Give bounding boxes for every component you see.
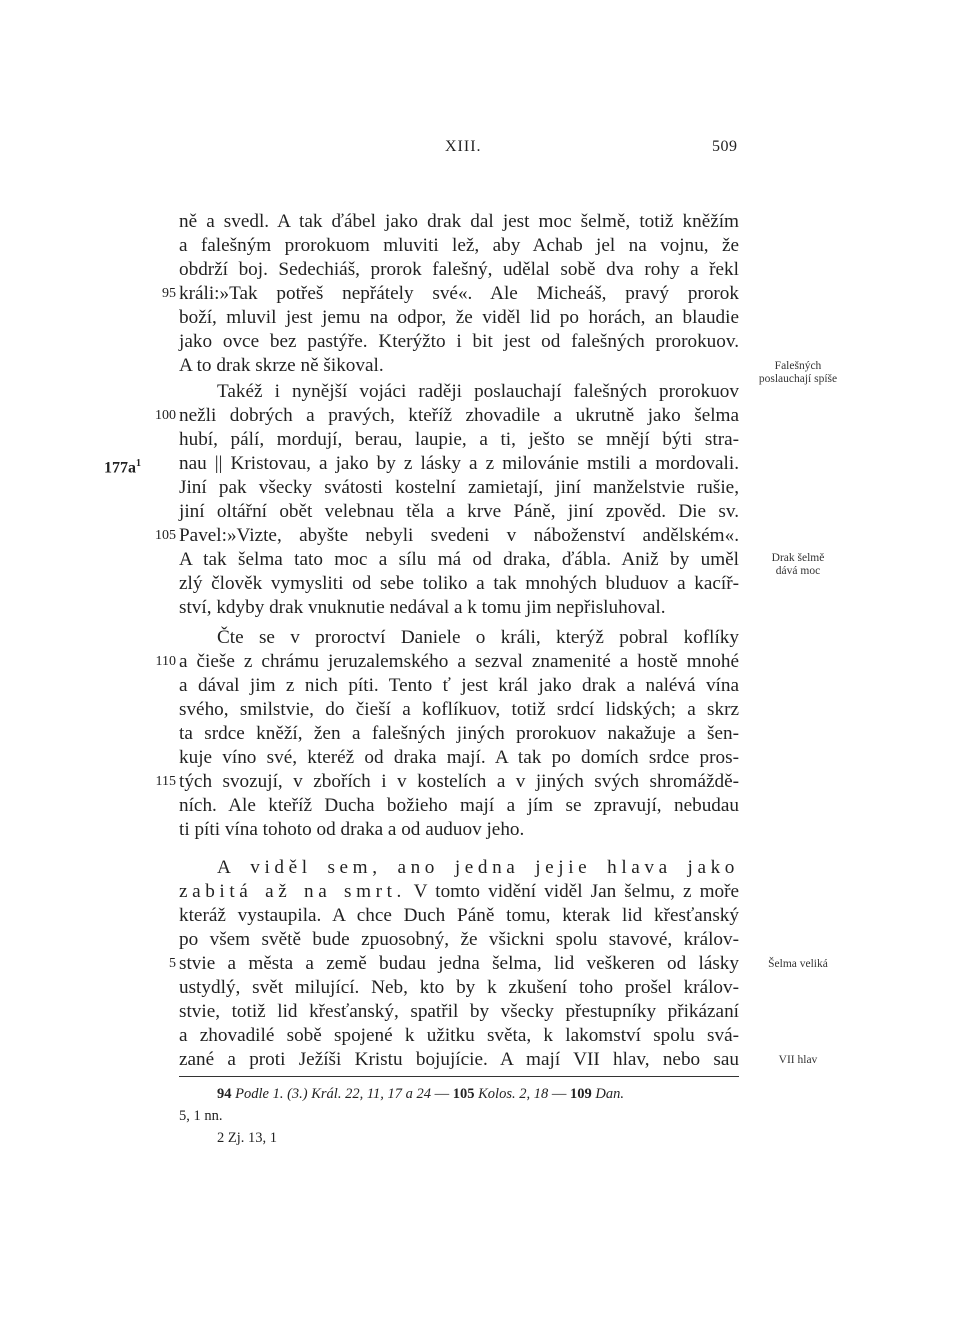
text-line: A viděl sem, ano jedna jejie hlava jako: [217, 857, 739, 878]
text-line: a falešným prorokuom mluviti lež, aby Achab jel na vojnu, že: [179, 235, 739, 256]
text-line: králi:»Tak potřeš nepřátely své«. Ale Micheáš, pravý prorok: [179, 283, 739, 304]
text-line: Pavel:»Vizte, abyšte nebyli svedeni v náboženství andělském«.: [179, 525, 739, 546]
folio-marker: $177a^1$: [104, 458, 141, 477]
line-number: 100: [155, 408, 176, 423]
line-number: 105: [155, 528, 176, 543]
text-line: obdrží boj. Sedechiáš, prorok falešný, udělal sobě dva rohy a řekl: [179, 259, 739, 280]
text-line: A tak šelma tato moc a sílu má od draka, ďábla. Aniž by uměl: [179, 549, 739, 570]
line-number: 95: [162, 286, 176, 301]
footnote-line: 94 Podle 1. (3.) Král. 22, 11, 17 a 24 — 105 Kolos. 2, 18 — 109 Dan.: [217, 1086, 624, 1102]
text-line: svého, smilstvie, do čieší a koflíkuov, totiž srdcí lidských; a skrz: [179, 699, 739, 720]
margin-note: Falešných poslauchají spíše: [758, 360, 838, 385]
text-line: ství, kdyby drak vnuknutie nedával a k tomu jim nepřisluhoval.: [179, 597, 666, 618]
text-line: Takéž i nynější vojáci raději poslauchají falešných prorokuov: [217, 381, 739, 402]
text-line: Čte se v proroctví Daniele o králi, kterýž pobral koflíky: [217, 627, 739, 648]
text-line: nau || Kristovau, a jako by z lásky a z milovánie mstili a mordovali.: [179, 453, 739, 474]
text-line: ta srdce kněží, žen a falešných jiných prorokuov nakažuje a šen-: [179, 723, 739, 744]
text-line: stvie, totiž lid křesťanský, spatřil by všecky přestupníky přikázaní: [179, 1001, 739, 1022]
text-line: A to drak skrze ně šikoval.: [179, 355, 384, 376]
text-line: a dával jim z nich píti. Tento ť jest král jako drak a nalévá vína: [179, 675, 739, 696]
text-line: ustydlý, svět milující. Neb, kto by k zkušení toho prošel králov-: [179, 977, 739, 998]
text-line: Jiní pak všecky svátosti kostelní zamietají, jiní manželstvie rušie,: [179, 477, 739, 498]
text-line: stvie a města a země budau jedna šelma, lid veškeren od lásky: [179, 953, 739, 974]
text-line: ti píti vína tohoto od draka a od auduov jeho.: [179, 819, 525, 840]
text-line: zabitá až na smrt. V tomto vidění viděl Jan šelmu, z moře: [179, 881, 740, 902]
text-line: tých svozují, v zbořích i v kostelích a v jiných svých shromáždě-: [179, 771, 739, 792]
chapter-title: XIII.: [445, 138, 482, 155]
margin-note: Drak šelmě dává moc: [771, 552, 825, 577]
text-line: a čieše z chrámu jeruzalemského a sezval znamenité a hostě mnohé: [179, 651, 739, 672]
text-line: hubí, pálí, mordují, berau, laupie, a ti, ješto se mnějí býti stra-: [179, 429, 739, 450]
line-number: 115: [155, 774, 176, 789]
text-line: boží, mluvil jest jemu na odpor, že viděl lid po horách, an blaudie: [179, 307, 739, 328]
text-line: kuje víno své, kteréž od draka mají. A tak po domích srdce pros-: [179, 747, 739, 768]
footnote-rule: [179, 1076, 739, 1077]
footnote-line: 2 Zj. 13, 1: [217, 1130, 278, 1146]
text-line: kteráž vystaupila. A chce Duch Páně tomu, kterak lid křesťanský: [179, 905, 739, 926]
footnote-line: 5, 1 nn.: [179, 1108, 223, 1124]
text-line: po všem světě bude zpuosobný, že všickni spolu stavové, králov-: [179, 929, 739, 950]
text-line: jiní oltářní obět velebnau těla a krve Páně, jiní zpověd. Die sv.: [179, 501, 739, 522]
margin-note: VII hlav: [778, 1054, 818, 1066]
text-line: zané a proti Ježíši Kristu bojujície. A mají VII hlav, nebo sau: [179, 1049, 739, 1070]
page-number: 509: [712, 138, 738, 155]
text-line: nežli dobrých a pravých, kteříž zhovadile a ukrutně jako šelma: [179, 405, 739, 426]
text-line: zlý člověk vymysliti od sebe toliko a tak mnohých bluduov a kacíř-: [179, 573, 739, 594]
text-line: ně a svedl. A tak ďábel jako drak dal jest moc šelmě, totiž kněžím: [179, 211, 739, 232]
line-number: 5: [169, 956, 176, 971]
margin-note: Šelma veliká: [768, 958, 828, 970]
line-number: 110: [155, 654, 176, 669]
text-line: jako ovce bez pastýře. Kterýžto i bit jest od falešných prorokuov.: [179, 331, 739, 352]
text-line: a zhovadilé sobě spojené k užitku světa, k lakomství spolu svá-: [179, 1025, 739, 1046]
text-line: ních. Ale kteříž Ducha božieho mají a jím se zpravují, nebudau: [179, 795, 739, 816]
